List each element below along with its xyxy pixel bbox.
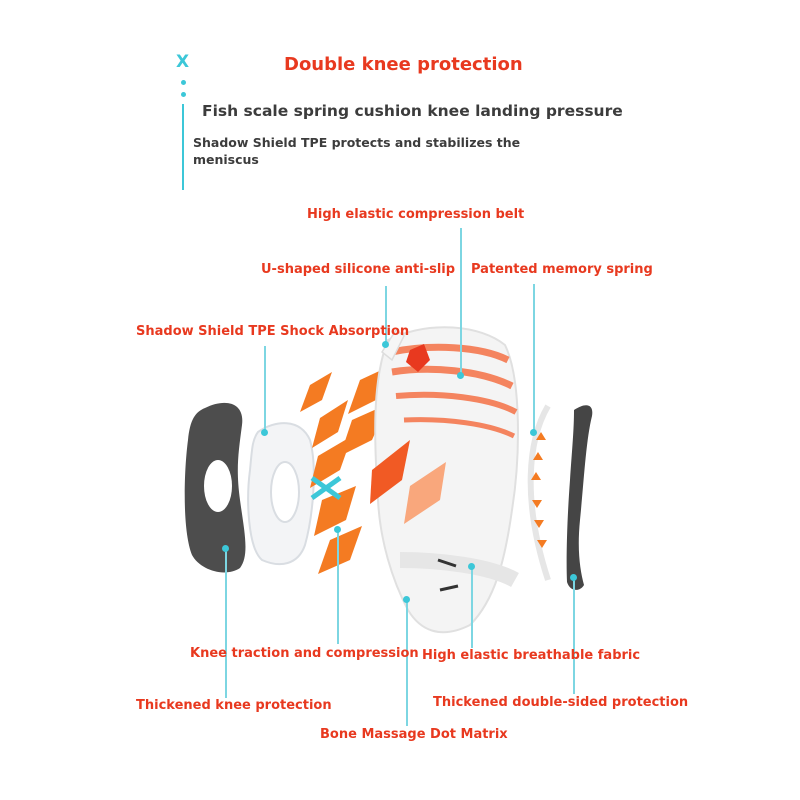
anchor-dot: [403, 596, 410, 603]
anchor-dot: [457, 372, 464, 379]
label-patented-spring: Patented memory spring: [471, 262, 653, 277]
label-thickened-double: Thickened double-sided protection: [433, 695, 689, 710]
leader-line-tpe: [264, 346, 266, 434]
anchor-dot: [468, 563, 475, 570]
pad-hole-shape: [204, 460, 232, 512]
anchor-dot: [382, 341, 389, 348]
label-thickened-knee: Thickened knee protection: [136, 698, 332, 713]
page-subtitle: Fish scale spring cushion knee landing pressure: [202, 102, 623, 120]
label-breathable-fabric: High elastic breathable fabric: [422, 648, 641, 663]
x-mark-icon: X: [176, 52, 190, 72]
leader-line-spring: [533, 284, 535, 434]
page-title: Double knee protection: [284, 54, 523, 75]
leader-line-bone: [406, 600, 408, 726]
label-bone-massage: Bone Massage Dot Matrix: [320, 727, 508, 742]
leader-line-fabric: [471, 568, 473, 648]
page-description: Shadow Shield TPE protects and stabilizes the meniscus: [193, 135, 521, 167]
label-knee-traction: Knee traction and compression: [190, 646, 419, 661]
anchor-dot: [261, 429, 268, 436]
anchor-dot: [530, 429, 537, 436]
leader-line-knee: [225, 550, 227, 698]
tpe-shell-hole-shape: [271, 462, 299, 522]
leader-line-belt: [460, 228, 462, 376]
anchor-dot: [222, 545, 229, 552]
anchor-dot: [334, 526, 341, 533]
label-shadow-shield-tpe: Shadow Shield TPE Shock Absorption: [136, 324, 410, 339]
double-sided-support-shape: [567, 405, 593, 590]
cyan-x-mark-left: [312, 478, 340, 498]
leader-line-traction: [337, 532, 339, 644]
label-high-elastic-belt: High elastic compression belt: [307, 207, 525, 222]
anchor-dot: [570, 574, 577, 581]
label-u-shaped-silicone: U-shaped silicone anti-slip: [261, 262, 456, 277]
leader-line-double: [573, 578, 575, 694]
